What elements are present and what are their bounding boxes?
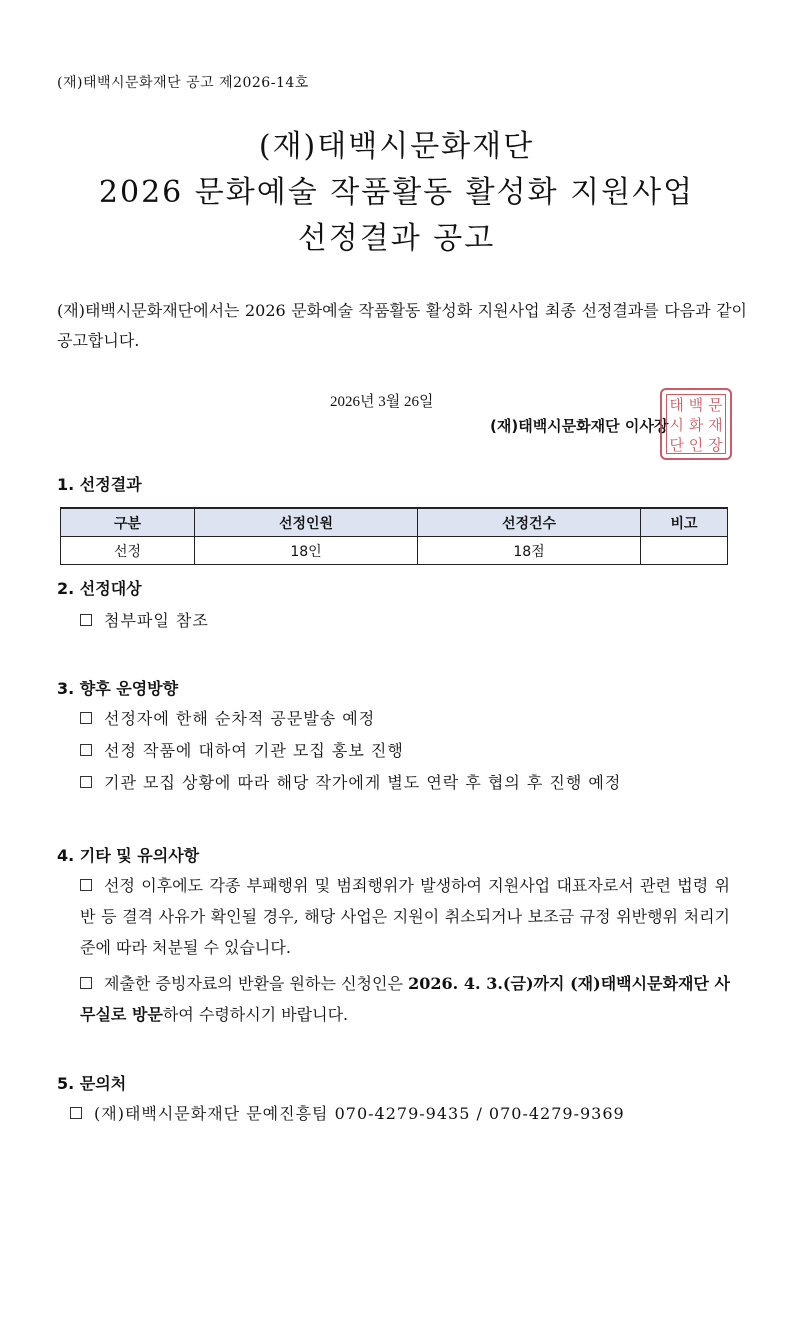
section-2-heading: 2. 선정대상	[57, 579, 142, 598]
signer-name: (재)태백시문화재단 이사장	[490, 417, 669, 435]
title-line-3: 선정결과 공고	[297, 221, 496, 256]
title-line-1: (재)태백시문화재단	[258, 129, 535, 164]
square-bullet-icon	[80, 744, 92, 756]
title-line-2: 2026 문화예술 작품활동 활성화 지원사업	[98, 175, 695, 210]
table-cell: 18인	[195, 537, 418, 565]
contact-item: (재)태백시문화재단 문예진흥팀 070-4279-9435 / 070-4279-9369	[70, 1098, 625, 1129]
list-item: 선정 작품에 대하여 기관 모집 홍보 진행	[80, 735, 404, 766]
official-seal	[660, 388, 732, 460]
square-bullet-icon	[70, 1107, 82, 1119]
seal-glyph: 단	[669, 436, 684, 454]
square-bullet-icon	[80, 614, 92, 626]
table-header-cell: 선정건수	[418, 508, 641, 537]
square-bullet-icon	[80, 977, 92, 989]
square-bullet-icon	[80, 879, 92, 891]
seal-glyph: 태	[669, 396, 684, 414]
square-bullet-icon	[80, 712, 92, 724]
list-item: 제출한 증빙자료의 반환을 원하는 신청인은 2026. 4. 3.(금)까지 (재)태백시문화재단 사무실로 방문하여 수령하시기 바랍니다.	[80, 974, 730, 1024]
seal-glyph: 재	[708, 416, 723, 434]
seal-glyph: 백	[688, 396, 704, 414]
table-header-cell: 선정인원	[195, 508, 418, 537]
table-header-cell: 비고	[641, 508, 728, 537]
table-header-cell: 구분	[61, 508, 195, 537]
seal-glyph: 인	[688, 436, 704, 454]
section-5-heading: 5. 문의처	[57, 1074, 127, 1093]
table-cell: 선정	[61, 537, 195, 565]
seal-glyph: 시	[669, 416, 684, 434]
list-item: 첨부파일 참조	[80, 605, 209, 636]
intro-paragraph: (재)태백시문화재단에서는 2026 문화예술 작품활동 활성화 지원사업 최종 선정결과를 다음과 같이 공고합니다.	[57, 301, 747, 350]
list-item: 선정자에 한해 순차적 공문발송 예정	[80, 703, 375, 734]
return-deadline-text: 2026. 4. 3.(금)까지 (재)태백시문화재단 사무실로 방문	[80, 974, 730, 1024]
selection-result-table	[60, 507, 728, 565]
table-row	[61, 537, 728, 565]
seal-glyph: 화	[688, 416, 704, 434]
list-item: 기관 모집 상황에 따라 해당 작가에게 별도 연락 후 협의 후 진행 예정	[80, 767, 621, 798]
section-3-heading: 3. 향후 운영방향	[57, 679, 179, 698]
document-number: (재)태백시문화재단 공고 제2026-14호	[57, 75, 309, 91]
list-item: 선정 이후에도 각종 부패행위 및 범죄행위가 발생하여 지원사업 대표자로서 관련 법령 위반 등 결격 사유가 확인될 경우, 해당 사업은 지원이 취소되거나 보조금 규정 위반행위 처리기준에 따라 처분될 수 있습니다.	[80, 876, 730, 957]
section-1-heading: 1. 선정결과	[57, 475, 142, 494]
section-4-heading: 4. 기타 및 유의사항	[57, 846, 200, 865]
table-header-row	[61, 508, 728, 537]
announcement-date: 2026년 3월 26일	[330, 394, 434, 410]
table-cell	[641, 537, 728, 565]
table-cell: 18점	[418, 537, 641, 565]
square-bullet-icon	[80, 776, 92, 788]
seal-glyph: 문	[708, 396, 723, 414]
seal-glyph: 장	[708, 436, 723, 454]
